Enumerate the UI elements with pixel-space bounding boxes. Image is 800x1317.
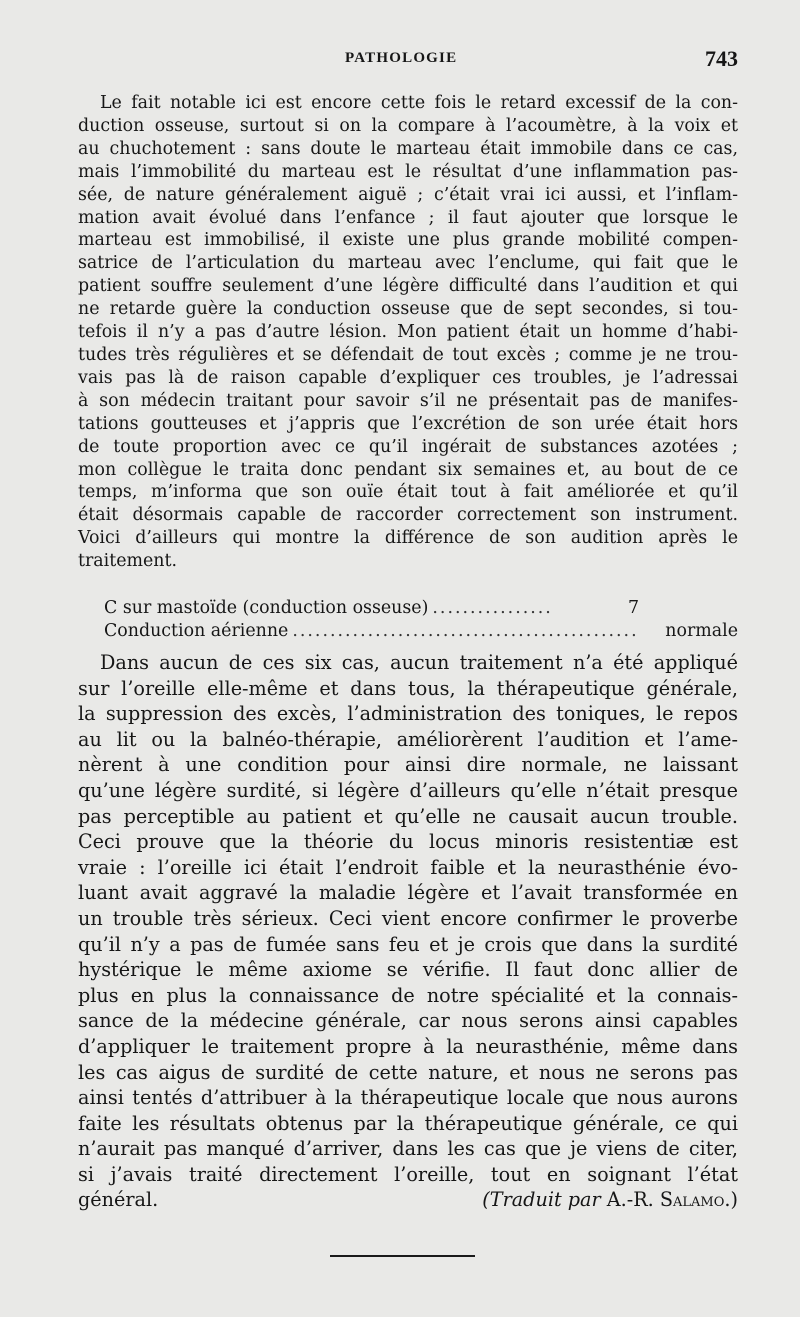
text-line: d’appliquer le traitement propre à la neurasthénie, même dans	[78, 1034, 738, 1058]
translator-name: A.-R. Salamo.	[606, 1188, 731, 1212]
text-line: général.	[78, 1188, 159, 1212]
text-line: était désormais capable de raccorder correctement son instrument.	[78, 505, 738, 526]
text-line: faite les résultats obtenus par la thérapeutique générale, ce qui	[78, 1111, 738, 1135]
text-line: traitement.	[78, 551, 178, 572]
text-line: si j’avais traité directement l’oreille, tout en soignant l’état	[78, 1162, 738, 1186]
text-line: plus en plus la connaissance de notre spécialité et la connais-	[78, 983, 738, 1007]
text-line: tations goutteuses et j’appris que l’excrétion de son urée était hors	[78, 413, 738, 434]
leader-dots: ................	[432, 598, 553, 618]
text-line: qu’une légère surdité, si légère d’ailleurs qu’elle n’était presque	[78, 778, 738, 802]
text-line: mais l’immobilité du marteau est le résultat d’une inflammation pas-	[78, 161, 738, 182]
text-line: luant avait aggravé la maladie légère et l’avait transformée en	[78, 881, 738, 905]
text-line: à son médecin traitant pour savoir s’il ne présentait pas de manifes-	[78, 390, 738, 411]
text-line: au lit ou la balnéo-thérapie, améliorèrent l’audition et l’ame-	[78, 727, 738, 751]
text-line: ne retarde guère la conduction osseuse que de sept secondes, si tou-	[78, 299, 738, 320]
paragraph-2	[78, 650, 738, 1213]
text-line: satrice de l’articulation du marteau avec l’enclume, qui fait que le	[78, 253, 738, 274]
text-line: n’aurait pas manqué d’arriver, dans les cas que je viens de citer,	[78, 1137, 738, 1161]
text-line: les cas aigus de surdité de cette nature, et nous ne serons pas	[78, 1060, 738, 1084]
text-line: qu’il n’y a pas de fumée sans feu et je crois que dans la surdité	[78, 932, 738, 956]
paragraph-1	[78, 92, 738, 573]
text-line: au chuchotement : sans doute le marteau était immobile dans ce cas,	[78, 138, 738, 159]
text-line: tefois il n’y a pas d’autre lésion. Mon patient était un homme d’habi-	[78, 322, 738, 343]
measurement-table	[78, 597, 738, 643]
text-line: patient souffre seulement d’une légère difficulté dans l’audition et qui	[78, 276, 738, 297]
text-line: ainsi tentés d’attribuer à la thérapeutique locale que nous aurons	[78, 1086, 738, 1110]
translator-prefix: (Traduit par	[482, 1188, 601, 1212]
text-line: vais pas là de raison capable d’expliquer ces troubles, je l’adressai	[78, 367, 738, 388]
running-head: PATHOLOGIE	[345, 50, 458, 66]
leader-dots: ..............................................	[292, 620, 639, 641]
translator-credit	[482, 1187, 738, 1213]
measurement-label: Conduction aérienne	[104, 620, 289, 641]
text-line: marteau est immobilisé, il existe une plus grande mobilité compen-	[78, 230, 738, 251]
measurement-row	[78, 597, 738, 620]
end-rule	[330, 1255, 475, 1257]
text-line: hystérique le même axiome se vérifie. Il faut donc allier de	[78, 958, 738, 982]
text-line: temps, m’informa que son ouïe était tout à fait améliorée et qu’il	[78, 482, 738, 503]
text-line: pas perceptible au patient et qu’elle ne causait aucun trouble.	[78, 804, 738, 828]
text-line: Ceci prouve que la théorie du locus minoris resistentiæ est	[78, 830, 738, 854]
page-number: 743	[705, 46, 738, 71]
text-line: Dans aucun de ces six cas, aucun traitement n’a été appliqué	[100, 651, 738, 674]
text-line: Voici d’ailleurs qui montre la différence de son audition après le	[78, 528, 738, 549]
text-line: tudes très régulières et se défendait de tout excès ; comme je ne trou-	[78, 344, 738, 365]
measurement-value: 7	[628, 598, 640, 618]
text-line: duction osseuse, surtout si on la compare à l’acoumètre, à la voix et	[78, 115, 738, 136]
text-line: Le fait notable ici est encore cette fois le retard excessif de la con-	[100, 93, 738, 113]
text-line: mon collègue le traita donc pendant six semaines et, au bout de ce	[78, 459, 738, 480]
text-line: la suppression des excès, l’administration des toniques, le repos	[78, 702, 738, 726]
text-line: mation avait évolué dans l’enfance ; il faut ajouter que lorsque le	[78, 207, 738, 228]
text-line: sur l’oreille elle-même et dans tous, la thérapeutique générale,	[78, 676, 738, 700]
text-line: sance de la médecine générale, car nous serons ainsi capables	[78, 1009, 738, 1033]
measurement-value: normale	[665, 620, 738, 641]
closing-line	[78, 1187, 738, 1213]
text-line: de toute proportion avec ce qu’il ingérait de substances azotées ;	[78, 436, 738, 457]
page-header	[0, 46, 800, 76]
text-line: un trouble très sérieux. Ceci vient encore confirmer le proverbe	[78, 906, 738, 930]
measurement-row	[78, 620, 738, 643]
text-line: nèrent à une condition pour ainsi dire normale, ne laissant	[78, 753, 738, 777]
measurement-label: C sur mastoïde (conduction osseuse)	[104, 598, 429, 618]
text-line: sée, de nature généralement aiguë ; c’était vrai ici aussi, et l’inflam-	[78, 184, 738, 205]
translator-suffix: )	[730, 1188, 738, 1212]
text-line: vraie : l’oreille ici était l’endroit faible et la neurasthénie évo-	[78, 855, 738, 879]
